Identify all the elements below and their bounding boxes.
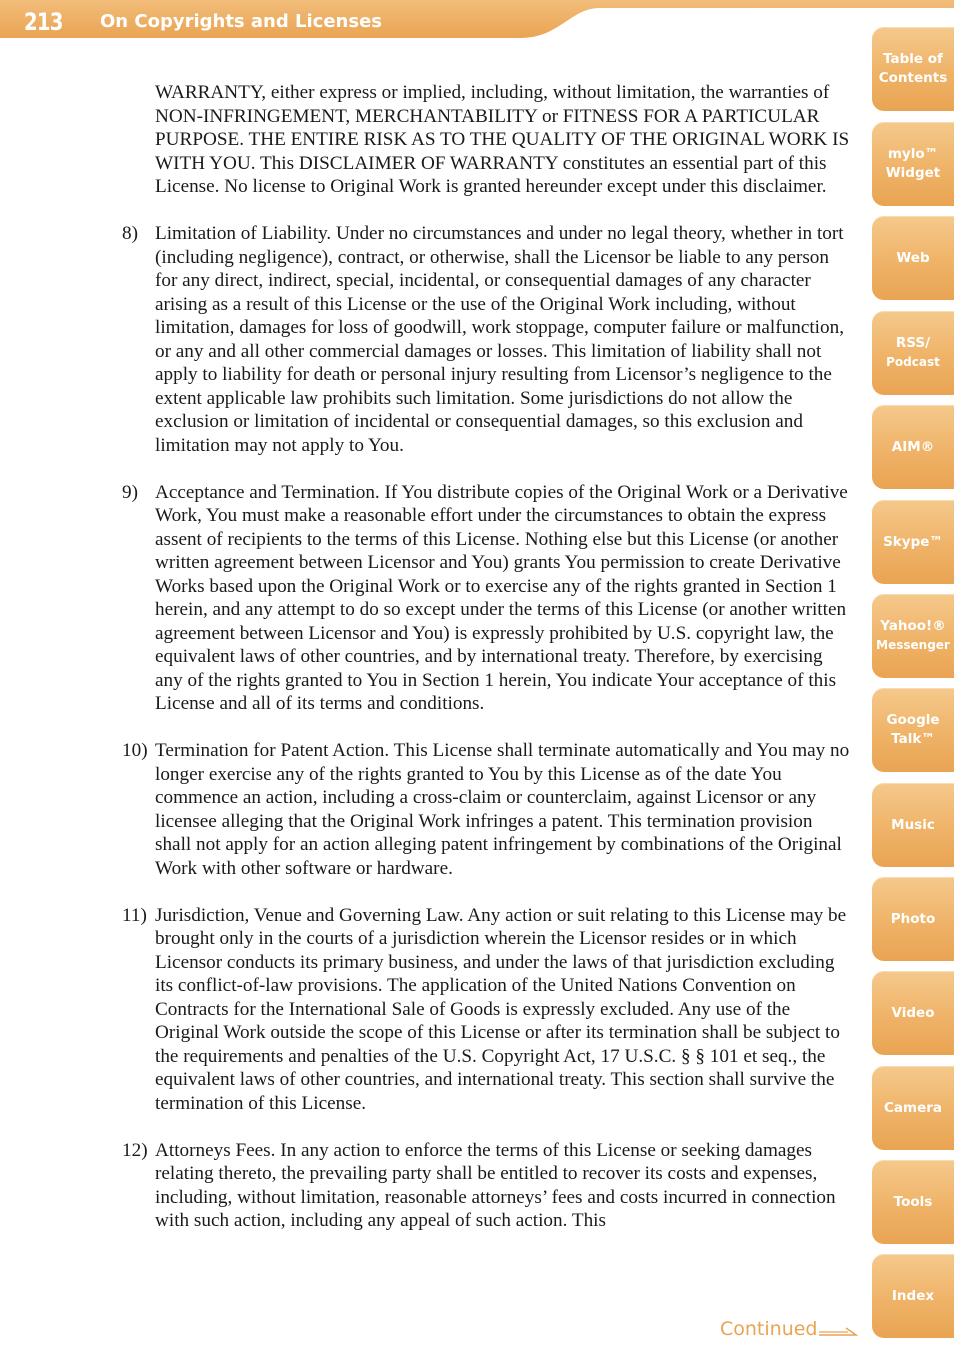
section-12 — [118, 1139, 850, 1233]
section-number: 8) — [122, 223, 138, 244]
section-8 — [118, 222, 850, 457]
tab-mylo-widget[interactable] — [872, 122, 954, 206]
tab-label: Podcast — [886, 355, 940, 369]
tab-label: Messenger — [876, 638, 950, 652]
tab-label: Contents — [878, 70, 948, 86]
tab-photo[interactable] — [872, 877, 954, 961]
continued-arrow-icon — [818, 1326, 860, 1338]
continued-label: Continued — [720, 1318, 818, 1340]
section-number: 11) — [122, 904, 147, 926]
paragraph-text: WARRANTY, either express or implied, including, without limitation, the warranties of NON-INFRINGEMENT, MERCHANTABILITY or FITNESS FOR A PARTICULAR PURPOSE. THE ENTIRE RISK AS TO THE QUALITY OF THE ORIGINAL WORK IS WITH YOU. This DISCLAIMER OF WARRANTY constitutes an essential part of this License. No license to Original Work is granted hereunder except under this disclaimer. — [155, 82, 850, 197]
header-band — [0, 0, 954, 40]
tab-label: Google — [886, 712, 940, 728]
section-text: Jurisdiction, Venue and Governing Law. Any action or suit relating to this License may be brought only in the courts of a jurisdiction wherein the Licensor resides or in which Licensor conducts its primary business, and under the laws of that jurisdiction excluding its conflict-of-law provisions. The application of the United Nations Convention on Contracts for the International Sale of Goods is expressly excluded. Any use of the Original Work outside the scope of this License or after its termination shall be subject to the requirements and penalties of the U.S. Copyright Act, 17 U.S.C. § § 101 et seq., the equivalent laws of other countries, and international treaty. This section shall survive the termination of this License. — [155, 904, 847, 1114]
section-number: 10) — [122, 740, 148, 761]
tab-label: Yahoo!® — [880, 618, 946, 634]
tab-label: Camera — [883, 1099, 942, 1116]
section-number: 9) — [122, 481, 138, 503]
tab-web[interactable] — [872, 216, 954, 300]
tab-label: AIM® — [891, 438, 935, 455]
tab-label: Table of — [883, 51, 943, 67]
tab-label: Index — [891, 1287, 935, 1304]
tab-label: Photo — [890, 910, 936, 927]
intro-paragraph — [118, 81, 850, 199]
tab-aim[interactable] — [872, 405, 954, 489]
tab-label: Tools — [893, 1193, 933, 1210]
section-text: Acceptance and Termination. If You distribute copies of the Original Work or a Derivative Work, You must make a reasonable effort under the circumstances to obtain the express assent of recipients to the terms of this License. Nothing else but this License (or another written agreement between Licensor and You) grants You permission to create Derivative Works based upon the Original Work or to exercise any of the rights granted in Section 1 herein, and any attempt to do so except under the terms of this License (or another written agreement between Licensor and You) is expressly prohibited by U.S. copyright law, the equivalent laws of other countries, and by international treaty. Therefore, by exercising any of the rights granted to You in Section 1 herein, You indicate Your acceptance of this License and all of its terms and conditions. — [155, 481, 848, 714]
section-text: Attorneys Fees. In any action to enforce the terms of this License or seeking damages relating thereto, the prevailing party shall be entitled to recover its costs and expenses, including, without limitation, reasonable attorneys’ fees and costs incurred in connection with such action, including any appeal of such action. This — [155, 1139, 836, 1231]
tab-google-talk[interactable] — [872, 688, 954, 772]
tab-rss-podcast[interactable] — [872, 311, 954, 395]
section-11 — [118, 904, 850, 1116]
section-10 — [118, 739, 850, 880]
tab-label: Web — [896, 249, 930, 266]
tab-yahoo-messenger[interactable] — [872, 594, 954, 678]
tab-index[interactable] — [872, 1254, 954, 1338]
tab-camera[interactable] — [872, 1066, 954, 1150]
section-title: On Copyrights and Licenses — [100, 11, 382, 32]
section-text: Termination for Patent Action. This License shall terminate automatically and You may no longer exercise any of the rights granted to You by this License as of the date You commence an action, including a cross-claim or counterclaim, against Licensor or any licensee alleging that the Original Work infringes a patent. This termination provision shall not apply for an action alleging patent infringement by combinations of the Original Work with other software or hardware. — [155, 740, 850, 879]
section-number: 12) — [122, 1139, 148, 1161]
tab-label: Skype™ — [883, 533, 943, 550]
tab-label: RSS/ — [895, 335, 931, 351]
tab-label: Music — [891, 816, 935, 833]
tab-label: mylo™ — [887, 146, 939, 162]
tab-skype[interactable] — [872, 500, 954, 584]
tab-table-of-contents[interactable] — [872, 27, 954, 111]
tab-label: Talk™ — [891, 731, 935, 747]
tab-label: Video — [891, 1004, 935, 1021]
page-number: 213 — [24, 8, 63, 36]
section-9 — [118, 481, 850, 716]
section-text: Limitation of Liability. Under no circumstances and under no legal theory, whether in tort (including negligence), contract, or otherwise, shall the Licensor be liable to any person for any direct, indirect, special, incidental, or consequential damages of any character arising as a result of this License or the use of the Original Work including, without limitation, damages for loss of goodwill, work stoppage, computer failure or malfunction, or any and all other commercial damages or losses. This limitation of liability shall not apply to liability for death or personal injury resulting from Licensor’s negligence to the extent applicable law prohibits such limitation. Some jurisdictions do not allow the exclusion or limitation of incidental or consequential damages, so this exclusion and limitation may not apply to You. — [155, 223, 844, 456]
tab-label: Widget — [885, 165, 941, 181]
tab-music[interactable] — [872, 783, 954, 867]
tab-tools[interactable] — [872, 1160, 954, 1244]
tab-video[interactable] — [872, 971, 954, 1055]
license-text — [118, 81, 850, 1256]
